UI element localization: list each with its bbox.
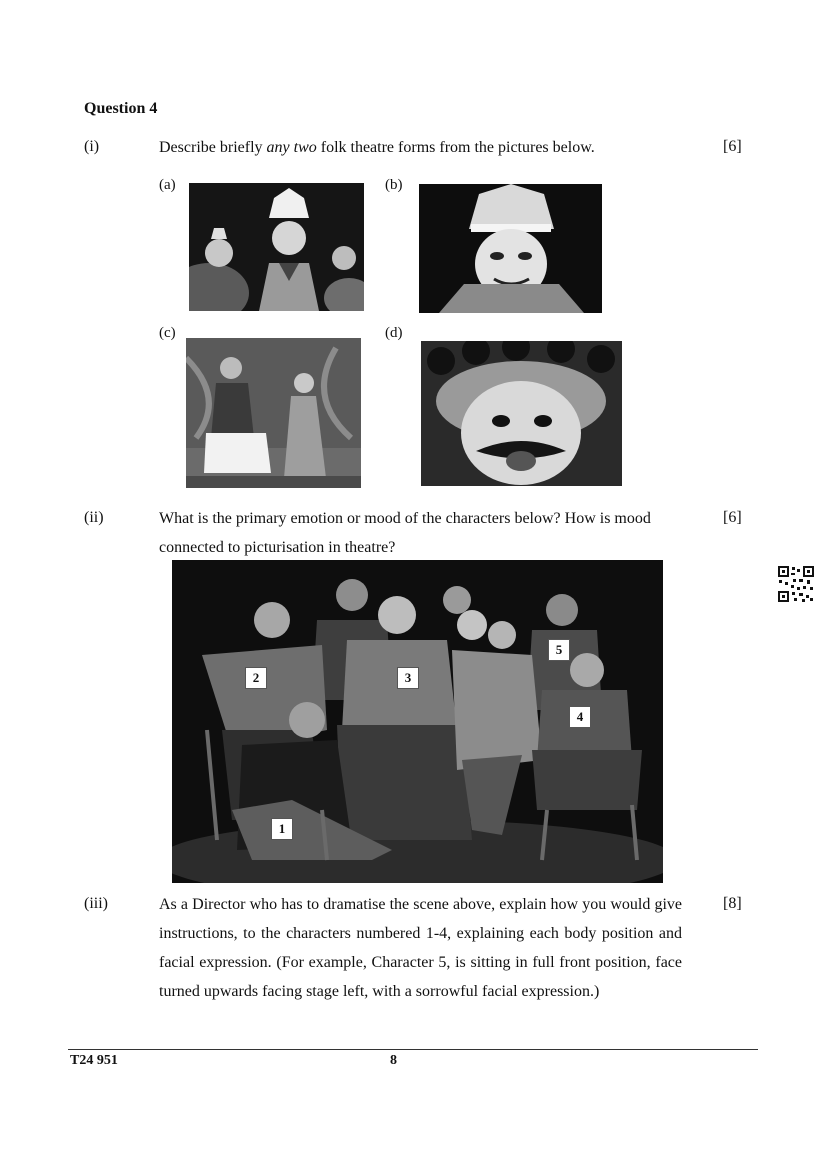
part-i-text-emphasis: any two — [266, 139, 317, 156]
picture-label-a: (a) — [159, 177, 176, 193]
question-title: Question 4 — [84, 100, 158, 117]
part-iii-number: (iii) — [84, 895, 108, 912]
part-ii-question-line1: What is the primary emotion or mood of the characters below? How is mood — [159, 510, 651, 527]
part-ii-number: (ii) — [84, 509, 104, 526]
photo-a-folk-theatre — [189, 183, 364, 311]
picture-label-c: (c) — [159, 325, 176, 341]
part-i-question — [159, 133, 595, 162]
footer-page-number: 8 — [390, 1053, 397, 1068]
part-ii-marks: [6] — [723, 509, 742, 526]
footer-divider — [68, 1049, 758, 1050]
character-label-2: 2 — [245, 667, 267, 689]
photo-b-folk-theatre — [419, 184, 602, 313]
photo-c-folk-theatre — [186, 338, 361, 488]
character-label-1: 1 — [271, 818, 293, 840]
footer-paper-code: T24 951 — [70, 1053, 118, 1068]
photo-d-folk-theatre — [421, 341, 622, 486]
character-label-3: 3 — [397, 667, 419, 689]
character-label-4: 4 — [569, 706, 591, 728]
picture-label-d: (d) — [385, 325, 403, 341]
part-i-number: (i) — [84, 138, 100, 155]
part-i-text-before: Describe briefly — [159, 139, 267, 156]
part-ii-question-line2: connected to picturisation in theatre? — [159, 539, 396, 556]
stage-scene-photo — [172, 560, 663, 883]
part-iii-question: As a Director who has to dramatise the scene above, explain how you would give instructions, to the characters numbered 1-4, explaining each body position and facial expression. (For example, Character 5, is sitting in full front position, face turned upwards facing stage left, with a sorrowful facial expression.) — [159, 896, 682, 1000]
qr-code-icon — [777, 565, 815, 603]
picture-label-b: (b) — [385, 177, 403, 193]
part-i-text-after: folk theatre forms from the pictures below. — [316, 139, 595, 156]
part-iii-marks: [8] — [723, 895, 742, 912]
character-label-5: 5 — [548, 639, 570, 661]
part-i-marks: [6] — [723, 138, 742, 155]
